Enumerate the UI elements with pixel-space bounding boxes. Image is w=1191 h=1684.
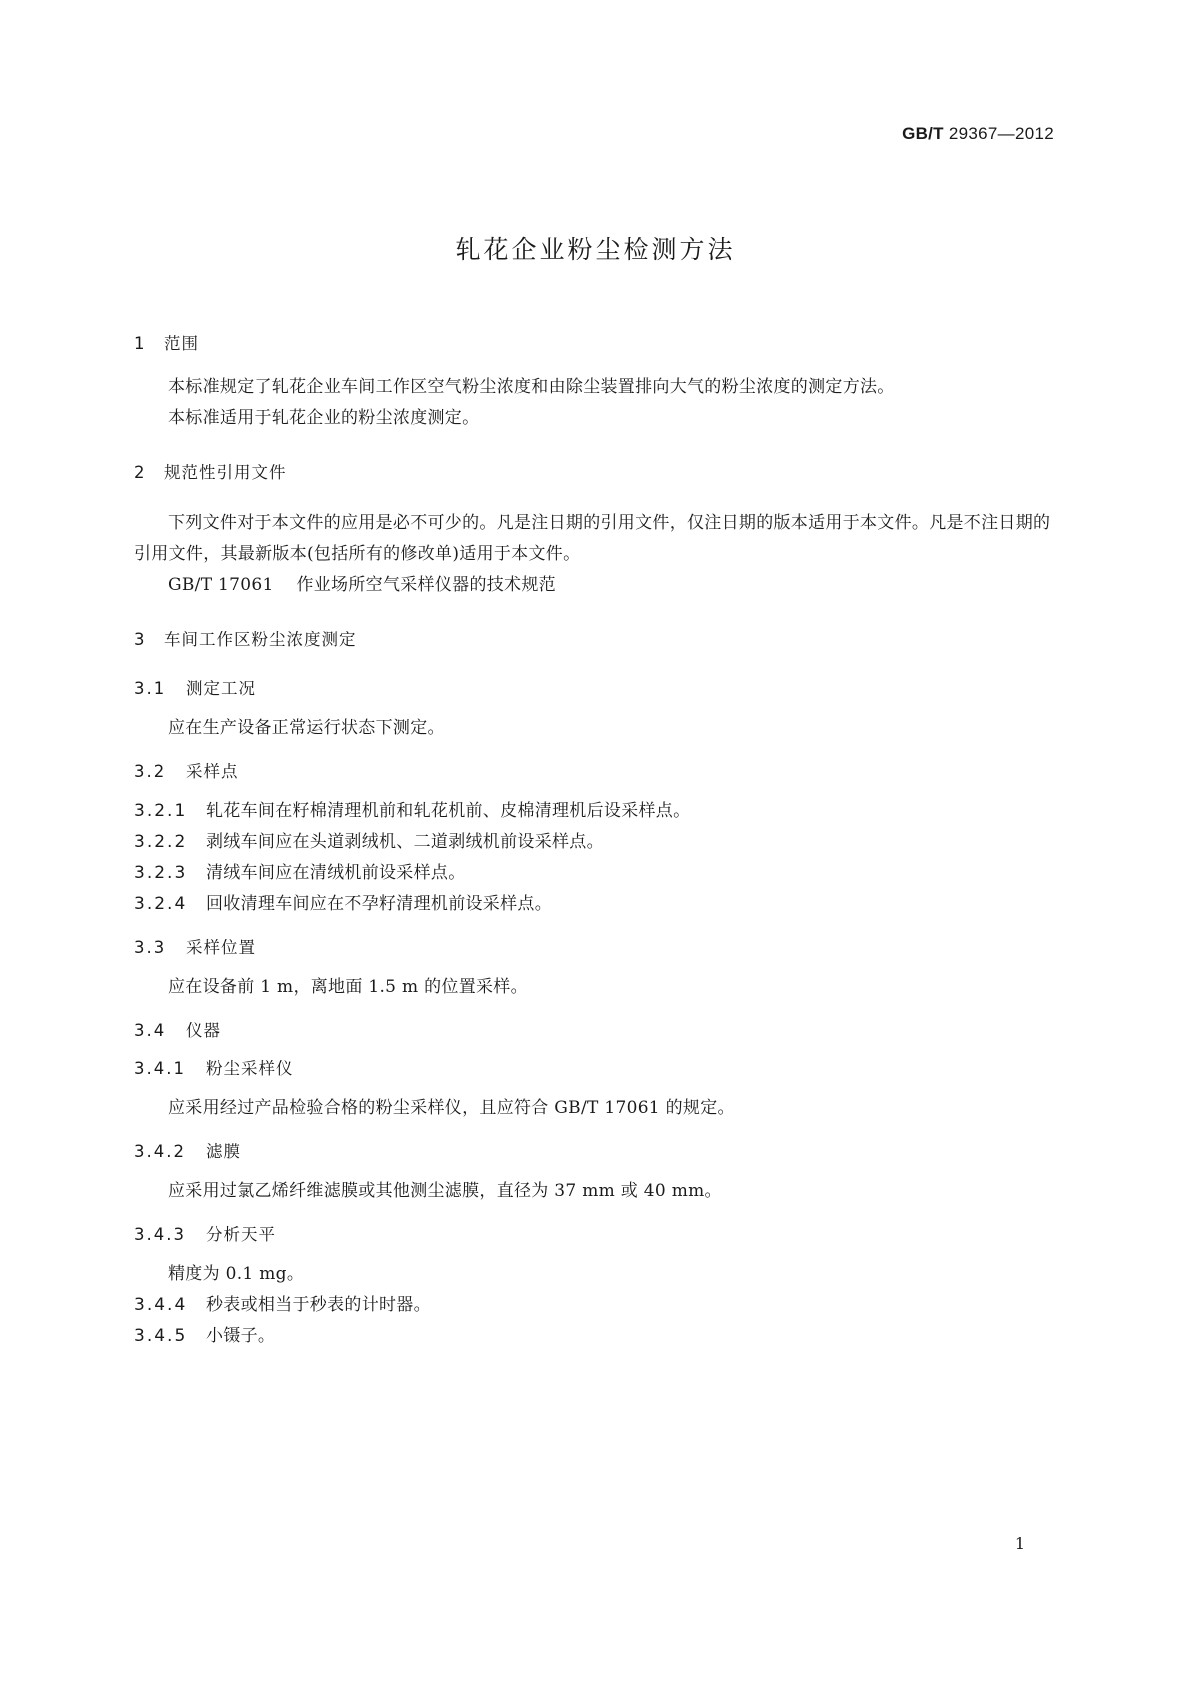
clause-3-4-5: 3.4.5 小镊子。 (134, 1326, 276, 1346)
clause-3-2-1: 3.2.1 轧花车间在籽棉清理机前和轧花机前、皮棉清理机后设采样点。 (134, 801, 691, 821)
section-3-3-heading: 3.3 采样位置 (134, 938, 256, 957)
section-3-2-heading: 3.2 采样点 (134, 762, 239, 781)
section-3-4-2-para: 应采用过氯乙烯纤维滤膜或其他测尘滤膜，直径为 37 mm 或 40 mm。 (168, 1181, 722, 1201)
section-3-4-heading: 3.4 仪器 (134, 1021, 221, 1040)
section-3-4-3-para: 精度为 0.1 mg。 (168, 1264, 305, 1284)
section-3-4-3-heading: 3.4.3 分析天平 (134, 1225, 276, 1244)
section-3-1-para: 应在生产设备正常运行状态下测定。 (168, 718, 445, 738)
standard-code: 29367—2012 (948, 124, 1054, 143)
reference-code: GB/T 17061 (168, 575, 274, 595)
section-3-4-2-heading: 3.4.2 滤膜 (134, 1142, 241, 1161)
clause-3-2-4: 3.2.4 回收清理车间应在不孕籽清理机前设采样点。 (134, 894, 552, 914)
clause-3-2-3: 3.2.3 清绒车间应在清绒机前设采样点。 (134, 863, 466, 883)
clause-3-2-2: 3.2.2 剥绒车间应在头道剥绒机、二道剥绒机前设采样点。 (134, 832, 604, 852)
page-number: 1 (1014, 1534, 1025, 1553)
document-title: 轧花企业粉尘检测方法 (455, 235, 736, 264)
reference-title: 作业场所空气采样仪器的技术规范 (296, 575, 556, 595)
section-3-4-1-para: 应采用经过产品检验合格的粉尘采样仪，且应符合 GB/T 17061 的规定。 (168, 1098, 735, 1118)
section-1-para-1: 本标准规定了轧花企业车间工作区空气粉尘浓度和由除尘装置排向大气的粉尘浓度的测定方法。 (168, 377, 895, 397)
section-2-heading: 2 规范性引用文件 (134, 463, 287, 482)
section-3-heading: 3 车间工作区粉尘浓度测定 (134, 630, 357, 649)
document-body (134, 330, 1062, 1352)
section-1-heading: 1 范围 (134, 334, 199, 353)
section-3-3-para: 应在设备前 1 m，离地面 1.5 m 的位置采样。 (168, 977, 528, 997)
normative-reference (134, 570, 1062, 601)
section-2-para: 下列文件对于本文件的应用是必不可少的。凡是注日期的引用文件，仅注日期的版本适用于本文件。凡是不注日期的引用文件，其最新版本(包括所有的修改单)适用于本文件。 (134, 513, 1051, 564)
standard-number (902, 124, 1054, 144)
section-3-4-1-heading: 3.4.1 粉尘采样仪 (134, 1059, 294, 1078)
section-1-para-2: 本标准适用于轧花企业的粉尘浓度测定。 (168, 408, 480, 428)
clause-3-4-4: 3.4.4 秒表或相当于秒表的计时器。 (134, 1295, 431, 1315)
standard-prefix: GB/T (902, 124, 944, 143)
section-3-1-heading: 3.1 测定工况 (134, 679, 256, 698)
